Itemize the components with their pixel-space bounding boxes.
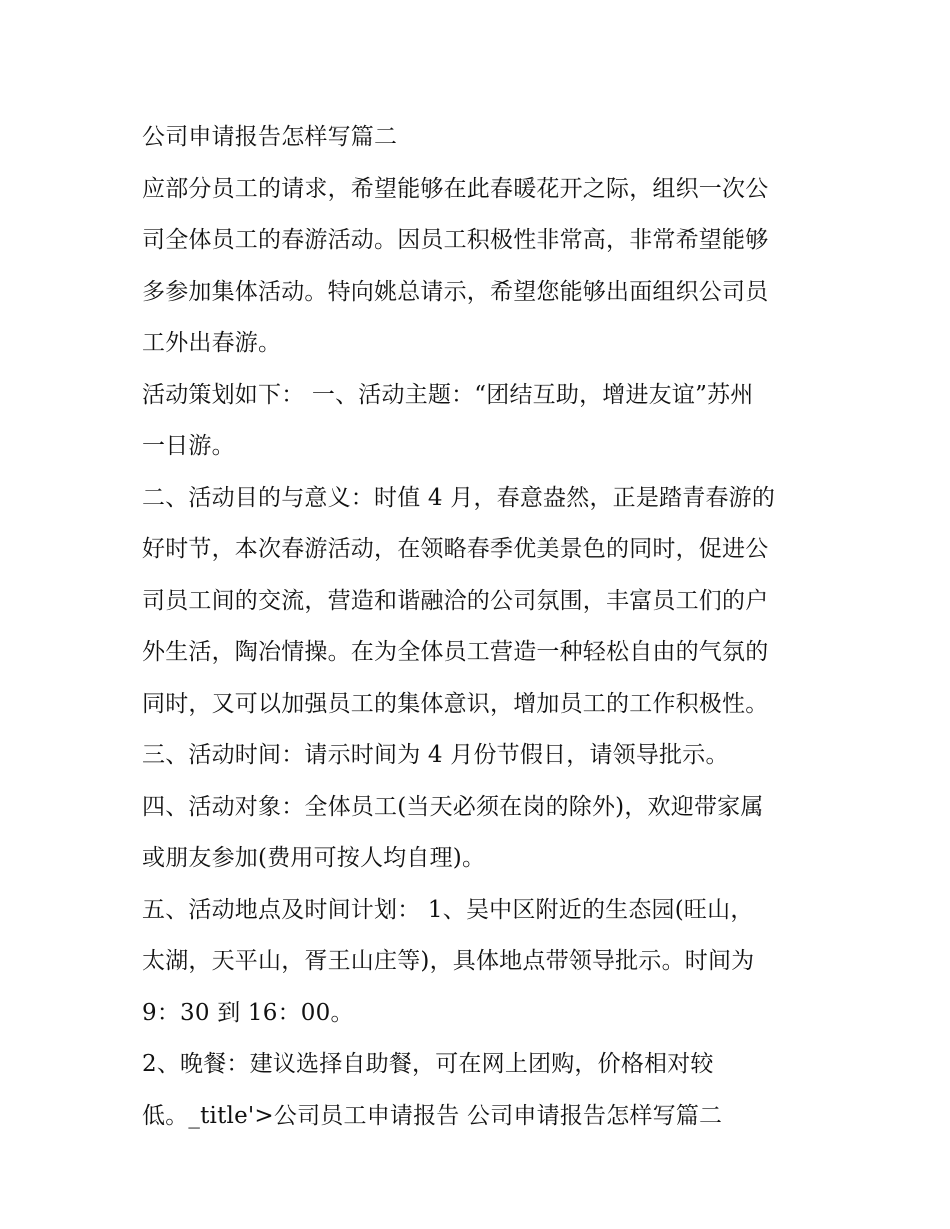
text-line: 同时，又可以加强员工的集体意识，增加员工的工作积极性。 xyxy=(142,690,769,717)
text-line: 好时节，本次春游活动，在领略春季优美景色的同时，促进公 xyxy=(142,536,769,562)
document-body xyxy=(142,112,822,1142)
text-line: 9：30 到 16：00。 xyxy=(142,999,354,1026)
text-line: 多参加集体活动。特向姚总请示，希望您能够出面组织公司员 xyxy=(142,278,769,305)
text-line: 司全体员工的春游活动。因员工积极性非常高，非常希望能够 xyxy=(142,227,769,253)
text-line: 活动策划如下： 一、活动主题：“团结互助，增进友谊”苏州 xyxy=(142,381,754,408)
text-line: 三、活动时间：请示时间为 4 月份节假日，请领导批示。 xyxy=(142,742,729,768)
text-line: 四、活动对象：全体员工(当天必须在岗的除外)，欢迎带家属 xyxy=(142,793,764,820)
text-line: 太湖，天平山，胥王山庄等)，具体地点带领导批示。时间为 xyxy=(142,948,755,974)
text-line: 或朋友参加(费用可按人均自理)。 xyxy=(142,845,486,871)
text-line: 二、活动目的与意义：时值 4 月，春意盎然，正是踏青春游的 xyxy=(142,484,776,511)
text-line: 外生活，陶冶情操。在为全体员工营造一种轻松自由的气氛的 xyxy=(142,639,769,665)
text-line: 应部分员工的请求，希望能够在此春暖花开之际，组织一次公 xyxy=(142,175,769,202)
text-line: 五、活动地点及时间计划： 1、吴中区附近的生态园(旺山， xyxy=(142,896,754,923)
document-title: 公司申请报告怎样写篇二 xyxy=(142,124,398,150)
text-line: 一日游。 xyxy=(142,433,235,459)
text-line: 低。_title'>公司员工申请报告 公司申请报告怎样写篇二 xyxy=(142,1102,723,1129)
text-line: 2、晚餐：建议选择自助餐，可在网上团购，价格相对较 xyxy=(142,1051,714,1077)
text-line: 司员工间的交流，营造和谐融洽的公司氛围，丰富员工们的户 xyxy=(142,587,769,614)
text-line: 工外出春游。 xyxy=(142,330,282,356)
